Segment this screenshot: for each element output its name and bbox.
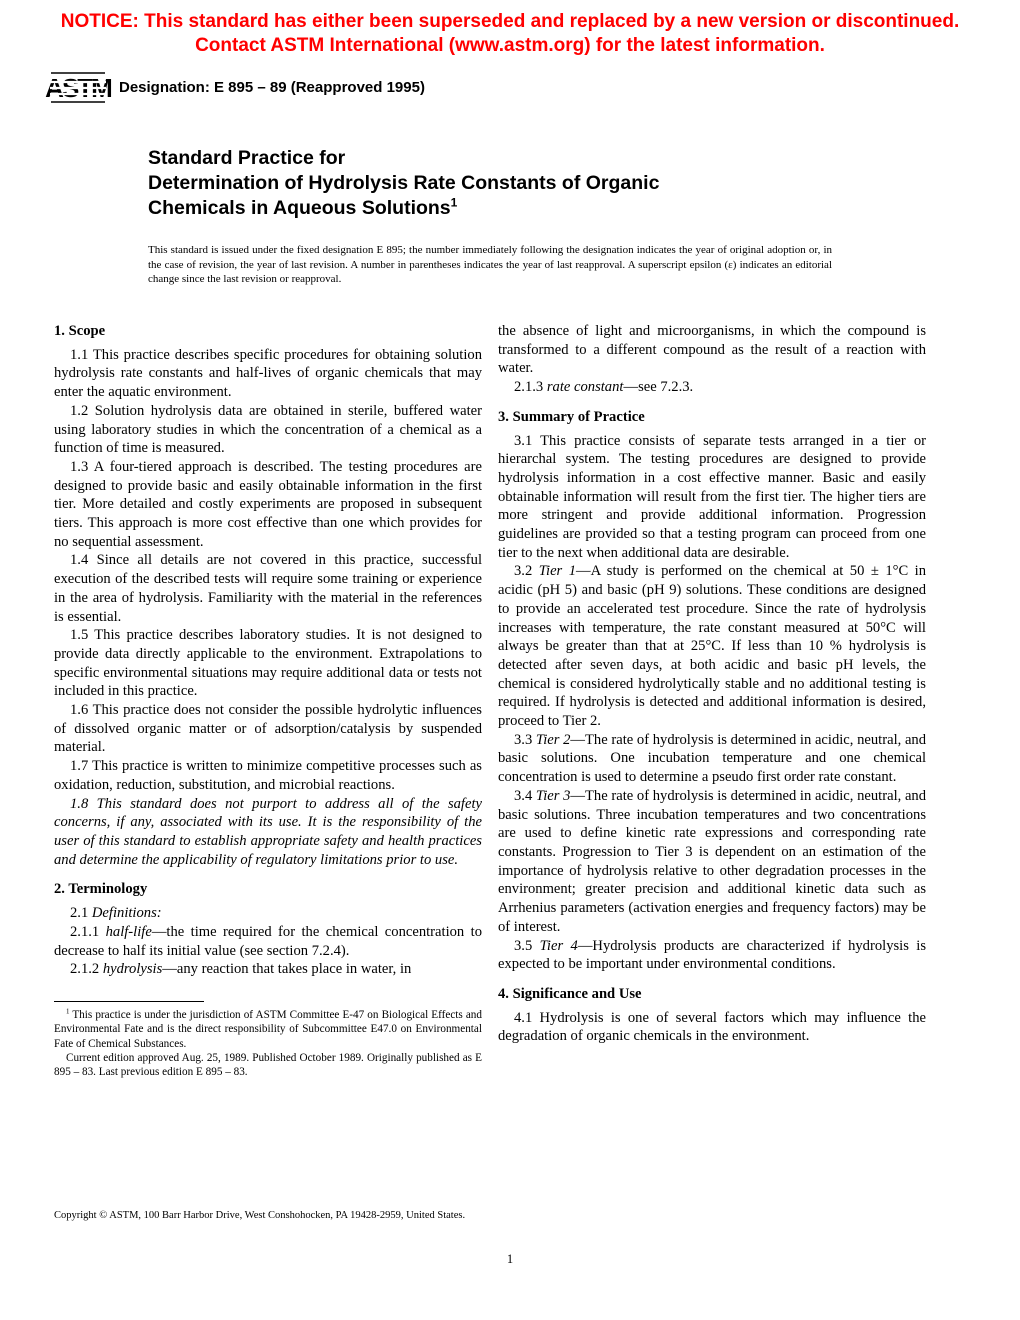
paragraph: 1.5 This practice describes laboratory studies. It is not designed to provide data directly applicable to the environment. Extrapolations to specific environmental situations may require additional data or tests not included in this practice. [54, 627, 482, 700]
document-title [148, 146, 659, 221]
paragraph: 2.1.1 half-life—the time required for the chemical concentration to decrease to half its initial value (see section 7.2.4). [54, 923, 482, 959]
footnote-rule [54, 1001, 204, 1002]
paragraph: 2.1 Definitions: [70, 905, 162, 922]
paragraph: 4.1 Hydrolysis is one of several factors which may influence the degradation of organic chemicals in the environment. [498, 1009, 926, 1045]
copyright-line: Copyright © ASTM, 100 Barr Harbor Drive, West Conshohocken, PA 19428-2959, United States. [54, 1210, 466, 1221]
paragraph: 1.7 This practice is written to minimize competitive processes such as oxidation, reduction, substitution, and microbial reactions. [54, 758, 482, 793]
header [45, 68, 425, 106]
paragraph: 1.6 This practice does not consider the possible hydrolytic influences of dissolved organic matter or of adsorption/catalysis by suspended material. [54, 702, 482, 756]
paragraph: 1.8 This standard does not purport to address all of the safety concerns, if any, associated with its use. It is the responsibility of the user of this standard to establish appropriate safety and health practices and determine the applicability of regulatory limitations prior to use. [54, 795, 482, 868]
paragraph: 3.1 This practice consists of separate tests arranged in a tier or hierarchal system. The testing procedures are designed to provide hydrolysis information in a cost effective manner. Basic and easily obtainable information will result from the first tier. The higher tiers are more stringent and provide additional information. Progression guidelines are provided so that a testing program can proceed from one tier to the next when additional data are desirable. [498, 432, 926, 561]
footnote-paragraphs [54, 1008, 482, 1079]
title-line-1: Standard Practice for [148, 147, 346, 169]
footnote-block [54, 1001, 482, 1079]
paragraph: 1.1 This practice describes specific procedures for obtaining solution hydrolysis rate constants and half-lives of organic chemicals that may enter the aquatic environment. [54, 346, 482, 401]
section-heading: 2. Terminology [54, 881, 148, 898]
section-heading: 1. Scope [54, 323, 106, 339]
paragraph: 1.3 A four-tiered approach is described. The testing procedures are designed to provide basic and easily obtainable information in the first tier. More detailed and costly experiments are proposed in subsequent tiers. This approach is more cost effective than one which provides for no sequential assessment. [54, 458, 482, 550]
section-heading: 4. Significance and Use [498, 985, 642, 1002]
paragraph: 3.5 Tier 4—Hydrolysis products are characterized if hydrolysis is expected to be important under environmental conditions. [498, 937, 927, 973]
paragraph: Current edition approved Aug. 25, 1989. Published October 1989. Originally published as E 895 – 83. Last previous edition E 895 – 83. [54, 1051, 482, 1079]
paragraph: 3.2 Tier 1—A study is performed on the chemical at 50 ± 1°C in acidic (pH 5) and basic (pH 9) solutions. These conditions are designed to provide an accelerated test procedure. Since the rate of hydrolysis increases with temperature, the rate constant measured at 50°C will always be greater than that at 25°C. If less than 10 % hydrolysis is detected after seven days, at both acidic and basic pH levels, the chemical is considered hydrolytically stable and no additional testing is required. If hydrolysis is detected and additional information is desired, proceed to Tier 2. [498, 563, 927, 730]
body-columns [54, 322, 926, 1079]
paragraph: $^1$ This practice is under the jurisdiction of ASTM Committee E-47 on Biological Effects and Environmental Fate and is the direct responsibility of Subcommittee E47.0 on Environmental Fate of Chemical Substances. [54, 1007, 482, 1050]
paragraph: 2.1.2 hydrolysis—any reaction that takes place in water, in [70, 961, 412, 978]
paragraph: 3.4 Tier 3—The rate of hydrolysis is determined in acidic, neutral, and basic solutions. Three incubation temperatures and two concentrations are used to define kinetic rate expressions and corresponding rate constants. Progression to Tier 3 is dependent on an estimation of the importance of hydrolysis relative to other degradation processes in the environment; greater precision and additional kinetic data such as Arrhenius parameters (activation energies and frequency factors) may be of interest. [498, 787, 927, 935]
title-line-2: Determination of Hydrolysis Rate Constants of Organic [148, 172, 660, 194]
paragraph: 1.2 Solution hydrolysis data are obtained in sterile, buffered water using laboratory studies in which the concentration of a chemical as a function of time is measured. [54, 402, 482, 457]
astm-logo [45, 68, 111, 106]
astm-logo-text: ASTM [45, 73, 111, 103]
notice-line-2: Contact ASTM International (www.astm.org) for the latest information. [195, 35, 825, 56]
section-heading: 3. Summary of Practice [498, 408, 645, 425]
title-line-3: Chemicals in Aqueous Solutions$^1$ [148, 195, 458, 219]
paragraph: 2.1.3 rate constant—see 7.2.3. [514, 379, 694, 396]
issuance-note: This standard is issued under the fixed designation E 895; the number immediately following the designation indicates the year of original adoption or, in the case of revision, the year of last revision. A number in parentheses indicates the year of last reapproval. A superscript epsilon (ε) indicates an editorial change since the last revision or reapproval. [148, 244, 832, 286]
paragraph: 3.3 Tier 2—The rate of hydrolysis is determined in acidic, neutral, and basic solutions. One incubation temperature and one chemical concentration is used to determine a pseudo first order rate constant. [498, 731, 927, 786]
paragraph: 1.4 Since all details are not covered in this practice, successful execution of the described tests will require some training or experience in the area of hydrolysis. Familiarity with the material in the references is essential. [54, 552, 482, 625]
paragraph: the absence of light and microorganisms, in which the compound is transformed to a different compound as the result of a reaction with water. [498, 323, 926, 377]
title-footnote-ref: 1 [450, 195, 458, 210]
right-column [498, 322, 926, 1079]
left-column-blocks [54, 322, 482, 979]
page-number: 1 [506, 1252, 514, 1266]
supersession-notice [0, 10, 1020, 58]
designation: Designation: E 895 – 89 (Reapproved 1995) [119, 78, 425, 96]
notice-line-1: NOTICE: This standard has either been superseded and replaced by a new version or discontinued. [60, 11, 960, 32]
left-column [54, 322, 482, 1079]
